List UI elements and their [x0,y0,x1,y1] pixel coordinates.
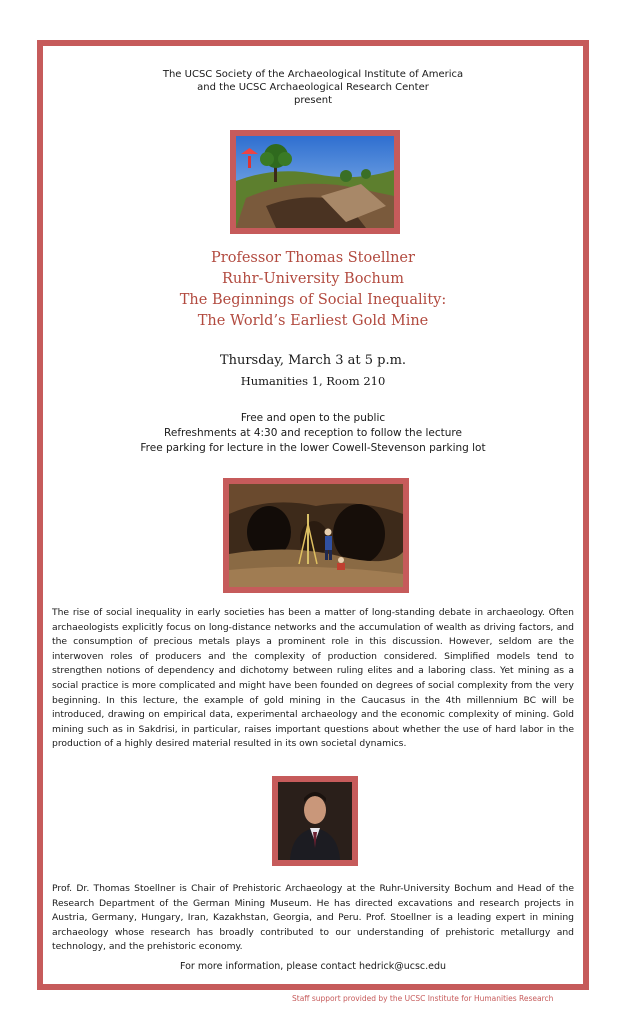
intro-line-3: present [293,95,332,106]
event-details [43,351,583,390]
info-line-parking: Free parking for lecture in the lower Cowell-Stevenson parking lot [140,442,486,454]
talk-title-line-1: The Beginnings of Social Inequality: [179,292,447,308]
speaker-portrait [272,776,358,866]
abstract-paragraph: The rise of social inequality in early societies has been a matter of long-standing debate in archaeology. Often archaeologists explicitly focus on long-distance networks and the accumulation of wealth as driving factors, and the consumption of precious metals plays a prominent role in this discussion. However, seldom are the interwoven roles of producers and the complexity of production considered. Simplified models tend to strengthen notions of dependency and dichotomy between ruling elites and a laboring class. Yet mining as a social practice is more complicated and might have been founded on degrees of social complexity from the very beginning. In this lecture, the example of gold mining in the Caucasus in the 4th millennium BC will be introduced, drawing on empirical data, experimental archaeology and the economic complexity of mining. Gold mining such as in Sakdrisi, in particular, raises important questions about whether the use of hard labor in the production of a highly desired material resulted in its own societal dynamics. [52,607,574,750]
title-block [43,248,583,332]
info-line-refreshments: Refreshments at 4:30 and reception to follow the lecture [164,427,462,439]
talk-title-line-2: The World’s Earliest Gold Mine [197,313,429,329]
bio-paragraph: Prof. Dr. Thomas Stoellner is Chair of Prehistoric Archaeology at the Ruhr-University Bochum and Head of the Research Department of the German Mining Museum. He has directed excavations and research projects in Austria, Germany, Hungary, Iran, Kazakhstan, Georgia, and Peru. Prof. Stoellner is a leading expert in mining archaeology whose research has broadly contributed to our understanding of prehistoric metallurgy and technology, and the prehistoric economy. [52,883,574,953]
info-block [43,411,583,456]
speaker-affiliation: Ruhr-University Bochum [222,271,404,287]
intro-block [43,68,583,107]
info-line-public: Free and open to the public [240,412,386,424]
event-date: Thursday, March 3 at 5 p.m. [219,353,407,368]
poster-frame [37,40,589,990]
mine-photo [223,478,409,593]
intro-line-2: and the UCSC Archaeological Research Center [197,82,429,93]
event-room: Humanities 1, Room 210 [240,374,386,388]
gold-mine-cave-image [229,484,403,587]
excavation-landscape-image [236,136,394,228]
speaker-name: Professor Thomas Stoellner [211,250,415,266]
speaker-portrait-image [278,782,352,860]
staff-support-credit: Staff support provided by the UCSC Institute for Humanities Research [292,994,554,1003]
contact-line: For more information, please contact hedrick@ucsc.edu [179,961,447,972]
excavation-photo [230,130,400,234]
intro-line-1: The UCSC Society of the Archaeological Institute of America [162,69,464,80]
